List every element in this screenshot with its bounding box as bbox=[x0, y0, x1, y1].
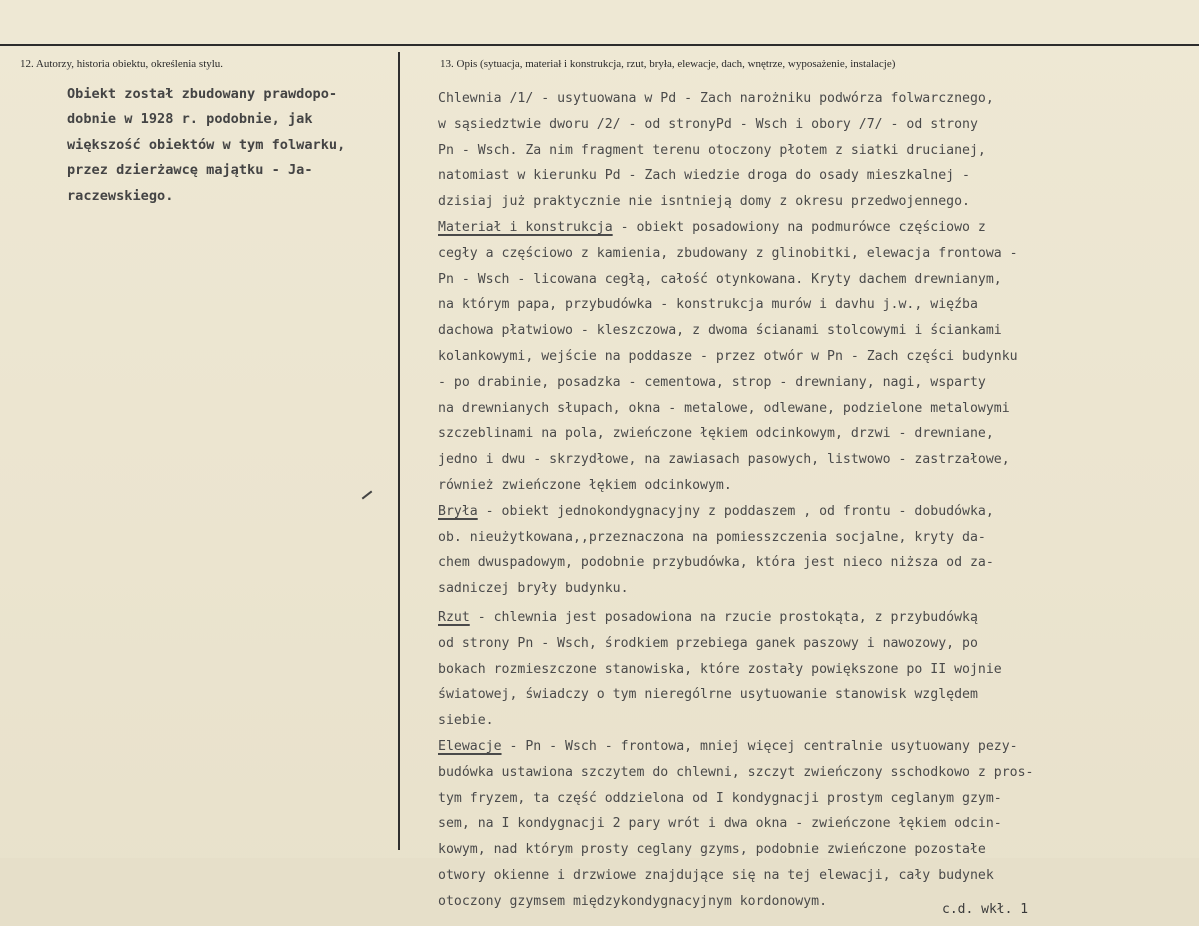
text-line: jedno i dwu - skrzydłowe, na zawiasach pasowych, listwowo - zastrzałowe, bbox=[438, 452, 1010, 468]
text-line: szczeblinami na pola, zwieńczone łękiem odcinkowym, drzwi - drewniane, bbox=[438, 426, 994, 442]
column-divider bbox=[398, 52, 400, 850]
text-line: również zwieńczone łękiem odcinkowym. bbox=[438, 477, 732, 493]
description-text bbox=[438, 86, 1198, 915]
text-line: sadniczej bryły budynku. bbox=[438, 581, 629, 597]
text-line: Chlewnia /1/ - usytuowana w Pd - Zach narożniku podwórza folwarcznego, bbox=[438, 91, 994, 106]
text-line: Pn - Wsch - licowana cegłą, całość otynkowana. Kryty dachem drewnianym, bbox=[438, 271, 1002, 287]
text-line: ob. nieużytkowana,,przeznaczona na pomiesszczenia socjalne, kryty da- bbox=[438, 529, 986, 545]
text-line: światowej, świadczy o tym nierególrne usytuowanie stanowisk względem bbox=[438, 687, 978, 703]
text-line: kolankowymi, wejście na poddasze - przez otwór w Pn - Zach części budynku bbox=[438, 348, 1018, 364]
text-line: - po drabinie, posadzka - cementowa, strop - drewniany, nagi, wsparty bbox=[438, 374, 986, 390]
text-line: budówka ustawiona szczytem do chlewni, szczyt zwieńczony sschodkowo z pros- bbox=[438, 764, 1034, 780]
text-line: na drewnianych słupach, okna - metalowe, odlewane, podzielone metalowymi bbox=[438, 400, 1010, 416]
text-line: bokach rozmieszczone stanowiska, które zostały powiększone po II wojnie bbox=[438, 661, 1002, 677]
text-line: Bryła - obiekt jednokondygnacyjny z poddaszem , od frontu - dobudówka, bbox=[438, 503, 994, 519]
section-12-header: 12. Autorzy, historia obiektu, określenia stylu. bbox=[20, 58, 224, 70]
authors-history-text bbox=[67, 82, 397, 209]
text-line: przez dzierżawcę majątku - Ja- bbox=[67, 162, 313, 179]
text-line: większość obiektów w tym folwarku, bbox=[67, 136, 346, 153]
pen-mark bbox=[362, 491, 373, 500]
text-line: chem dwuspadowym, podobnie przybudówka, która jest nieco niższa od za- bbox=[438, 555, 994, 571]
text-line: dobnie w 1928 r. podobnie, jak bbox=[67, 111, 313, 128]
text-line: Materiał i konstrukcja - obiekt posadowiony na podmurówce częściowo z bbox=[438, 219, 986, 235]
text-line: Pn - Wsch. Za nim fragment terenu otoczony płotem z siatki drucianej, bbox=[438, 142, 986, 158]
text-line: dzisiaj już praktycznie nie isntnieją domy z okresu przedwojennego. bbox=[438, 194, 970, 210]
top-rule bbox=[0, 44, 1199, 46]
rzut-paragraph bbox=[438, 605, 1198, 734]
rzut-heading: Rzut bbox=[438, 609, 470, 625]
text-line: sem, na I kondygnacji 2 pary wrót i dwa okna - zwieńczone łękiem odcin- bbox=[438, 816, 1002, 832]
text-line: natomiast w kierunku Pd - Zach wiedzie droga do osady mieszkalnej - bbox=[438, 168, 970, 184]
text-line: Obiekt został zbudowany prawdopo- bbox=[67, 86, 338, 102]
text-line: siebie. bbox=[438, 713, 494, 729]
material-heading: Materiał i konstrukcja bbox=[438, 219, 613, 235]
intro-paragraph bbox=[438, 86, 1198, 215]
text-line: raczewskiego. bbox=[67, 187, 174, 204]
text-line: dachowa płatwiowo - kleszczowa, z dwoma ścianami stolcowymi i ściankami bbox=[438, 323, 1002, 339]
continued-note: c.d. wkł. 1 bbox=[942, 902, 1029, 917]
text-line: kowym, nad którym prosty ceglany gzyms, podobnie zwieńczone pozostałe bbox=[438, 842, 986, 858]
elewacje-paragraph bbox=[438, 734, 1198, 915]
bryla-heading: Bryła bbox=[438, 503, 478, 519]
elewacje-heading: Elewacje bbox=[438, 738, 502, 754]
text-line: w sąsiedztwie dworu /2/ - od stronyPd - Wsch i obory /7/ - od strony bbox=[438, 116, 978, 132]
text-line: Rzut - chlewnia jest posadowiona na rzucie prostokąta, z przybudówką bbox=[438, 609, 978, 625]
text-line: od strony Pn - Wsch, środkiem przebiega ganek paszowy i nawozowy, po bbox=[438, 635, 978, 651]
material-paragraph bbox=[438, 215, 1198, 499]
bryla-paragraph bbox=[438, 499, 1198, 602]
text-line: otoczony gzymsem międzykondygnacyjnym kordonowym. bbox=[438, 893, 828, 909]
text-line: Elewacje - Pn - Wsch - frontowa, mniej więcej centralnie usytuowany pezy- bbox=[438, 738, 1018, 754]
text-line: tym fryzem, ta część oddzielona od I kondygnacji prostym ceglanym gzym- bbox=[438, 790, 1002, 806]
section-13-header: 13. Opis (sytuacja, materiał i konstrukcja, rzut, bryła, elewacje, dach, wnętrze, wyposażenie, instalacje) bbox=[440, 58, 896, 70]
text-line: cegły a częściowo z kamienia, zbudowany z glinobitki, elewacja frontowa - bbox=[438, 245, 1018, 261]
text-line: otwory okienne i drzwiowe znajdujące się na tej elewacji, cały budynek bbox=[438, 867, 994, 883]
text-line: na którym papa, przybudówka - konstrukcja murów i davhu j.w., więźba bbox=[438, 297, 978, 313]
